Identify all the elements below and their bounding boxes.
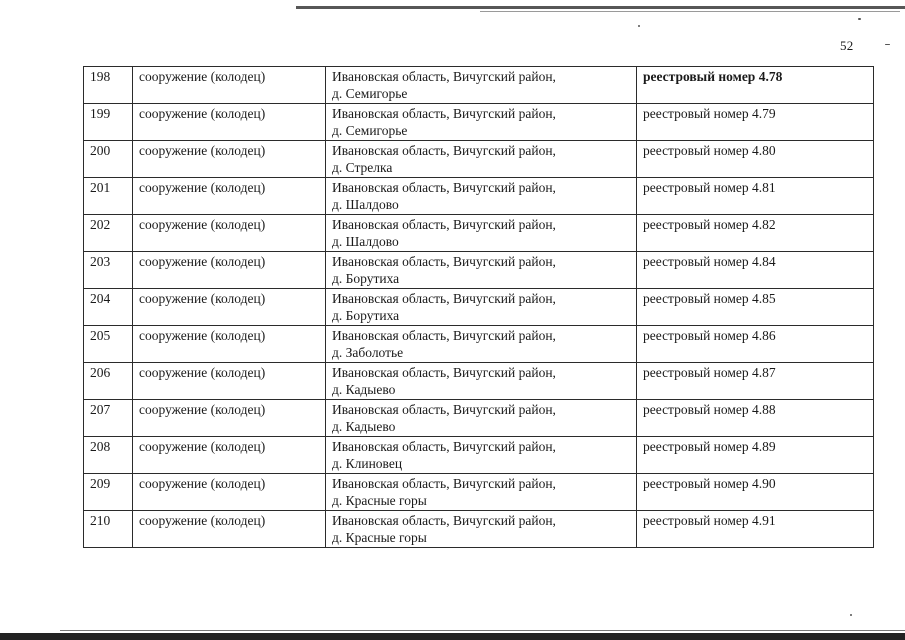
address-cell <box>326 141 637 178</box>
row-number: 205 <box>84 326 133 363</box>
address-region: Ивановская область, Вичугский район, <box>332 106 556 121</box>
address-village: д. Клиновец <box>332 456 403 471</box>
address-village: д. Стрелка <box>332 160 393 175</box>
table-row <box>84 252 874 289</box>
address-cell <box>326 437 637 474</box>
table-row <box>84 289 874 326</box>
object-type: сооружение (колодец) <box>133 67 326 104</box>
object-type: сооружение (колодец) <box>133 252 326 289</box>
address-village: д. Борутиха <box>332 271 400 286</box>
registry-number: реестровый номер 4.88 <box>637 400 874 437</box>
object-type: сооружение (колодец) <box>133 474 326 511</box>
address-region: Ивановская область, Вичугский район, <box>332 328 556 343</box>
registry-number: реестровый номер 4.91 <box>637 511 874 548</box>
address-village: д. Красные горы <box>332 493 427 508</box>
table-row <box>84 104 874 141</box>
scan-speck <box>885 44 890 45</box>
row-number: 210 <box>84 511 133 548</box>
address-cell <box>326 104 637 141</box>
row-number: 209 <box>84 474 133 511</box>
address-region: Ивановская область, Вичугский район, <box>332 439 556 454</box>
registry-number: реестровый номер 4.80 <box>637 141 874 178</box>
registry-number: реестровый номер 4.85 <box>637 289 874 326</box>
registry-number: реестровый номер 4.79 <box>637 104 874 141</box>
registry-number: реестровый номер 4.90 <box>637 474 874 511</box>
address-region: Ивановская область, Вичугский район, <box>332 402 556 417</box>
address-village: д. Кадыево <box>332 419 396 434</box>
address-region: Ивановская область, Вичугский район, <box>332 476 556 491</box>
scan-speck <box>858 18 861 20</box>
address-village: д. Красные горы <box>332 530 427 545</box>
row-number: 201 <box>84 178 133 215</box>
object-type: сооружение (колодец) <box>133 326 326 363</box>
row-number: 208 <box>84 437 133 474</box>
address-village: д. Шалдово <box>332 197 399 212</box>
table-row <box>84 215 874 252</box>
address-cell <box>326 178 637 215</box>
address-village: д. Борутиха <box>332 308 400 323</box>
address-village: д. Кадыево <box>332 382 396 397</box>
address-cell <box>326 474 637 511</box>
table-row <box>84 178 874 215</box>
table-row <box>84 511 874 548</box>
address-village: д. Семигорье <box>332 86 408 101</box>
address-region: Ивановская область, Вичугский район, <box>332 365 556 380</box>
object-type: сооружение (колодец) <box>133 437 326 474</box>
row-number: 204 <box>84 289 133 326</box>
scan-edge-top-thin <box>480 11 900 12</box>
registry-number: реестровый номер 4.84 <box>637 252 874 289</box>
address-cell <box>326 289 637 326</box>
table-row <box>84 363 874 400</box>
address-cell <box>326 400 637 437</box>
object-type: сооружение (колодец) <box>133 363 326 400</box>
object-type: сооружение (колодец) <box>133 289 326 326</box>
address-cell <box>326 215 637 252</box>
row-number: 199 <box>84 104 133 141</box>
registry-table <box>83 66 874 548</box>
registry-number: реестровый номер 4.81 <box>637 178 874 215</box>
address-village: д. Заболотье <box>332 345 404 360</box>
registry-number: реестровый номер 4.78 <box>637 67 874 104</box>
registry-number: реестровый номер 4.87 <box>637 363 874 400</box>
page-number: 52 <box>840 38 854 53</box>
address-region: Ивановская область, Вичугский район, <box>332 180 556 195</box>
address-cell <box>326 363 637 400</box>
object-type: сооружение (колодец) <box>133 178 326 215</box>
address-region: Ивановская область, Вичугский район, <box>332 291 556 306</box>
address-region: Ивановская область, Вичугский район, <box>332 143 556 158</box>
object-type: сооружение (колодец) <box>133 104 326 141</box>
address-region: Ивановская область, Вичугский район, <box>332 513 556 528</box>
address-region: Ивановская область, Вичугский район, <box>332 69 556 84</box>
row-number: 198 <box>84 67 133 104</box>
table-row <box>84 474 874 511</box>
address-cell <box>326 326 637 363</box>
registry-number: реестровый номер 4.82 <box>637 215 874 252</box>
address-cell <box>326 252 637 289</box>
row-number: 203 <box>84 252 133 289</box>
address-cell <box>326 511 637 548</box>
scan-edge-top <box>296 6 905 9</box>
address-region: Ивановская область, Вичугский район, <box>332 217 556 232</box>
table-row <box>84 437 874 474</box>
object-type: сооружение (колодец) <box>133 215 326 252</box>
row-number: 200 <box>84 141 133 178</box>
row-number: 202 <box>84 215 133 252</box>
address-village: д. Шалдово <box>332 234 399 249</box>
registry-number: реестровый номер 4.86 <box>637 326 874 363</box>
table-row <box>84 400 874 437</box>
object-type: сооружение (колодец) <box>133 400 326 437</box>
scan-speck <box>638 25 640 27</box>
scan-speck <box>850 614 852 616</box>
object-type: сооружение (колодец) <box>133 511 326 548</box>
table-row <box>84 67 874 104</box>
table-row <box>84 141 874 178</box>
scan-edge-bottom-thin <box>60 630 905 631</box>
table-row <box>84 326 874 363</box>
row-number: 206 <box>84 363 133 400</box>
object-type: сооружение (колодец) <box>133 141 326 178</box>
address-region: Ивановская область, Вичугский район, <box>332 254 556 269</box>
address-cell <box>326 67 637 104</box>
address-village: д. Семигорье <box>332 123 408 138</box>
row-number: 207 <box>84 400 133 437</box>
scan-edge-bottom <box>0 633 905 640</box>
registry-number: реестровый номер 4.89 <box>637 437 874 474</box>
